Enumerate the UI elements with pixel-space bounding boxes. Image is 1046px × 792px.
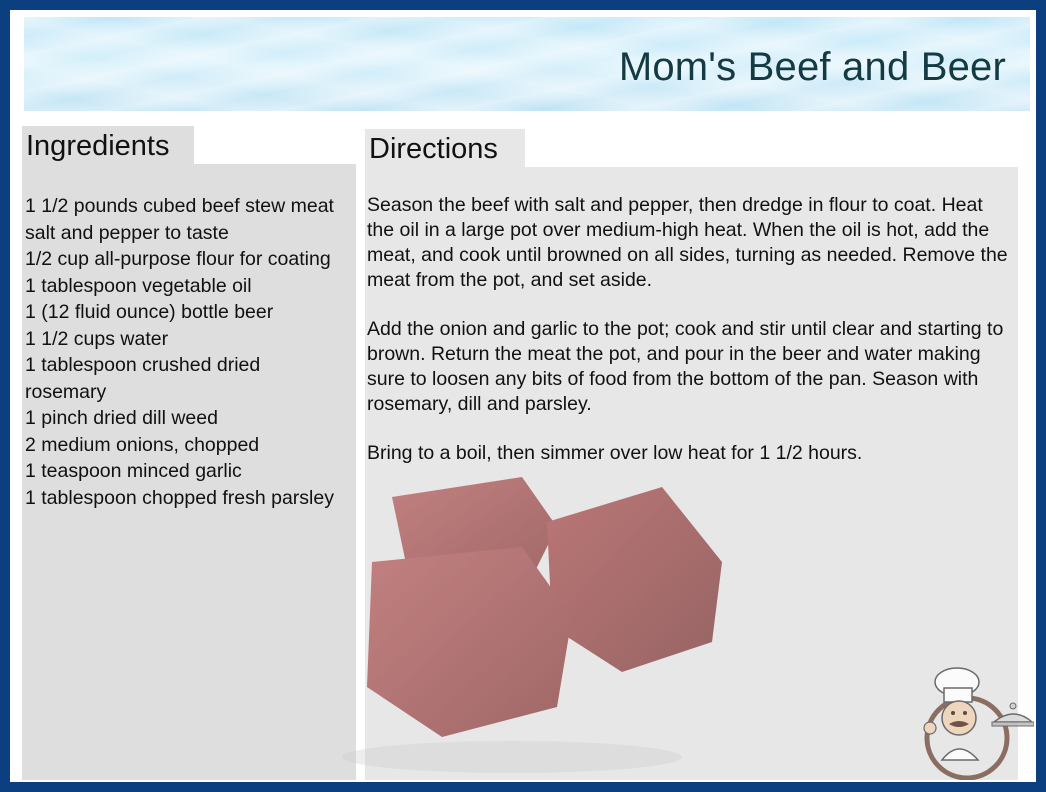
ingredient-item: 1/2 cup all-purpose flour for coating [25,248,331,270]
ingredients-list [25,193,345,511]
ingredient-item: 1 tablespoon crushed dried rosemary [25,354,261,403]
ingredient-item: 1 teaspoon minced garlic [25,460,242,482]
direction-paragraph: Add the onion and garlic to the pot; cook and stir until clear and starting to brown. Return the meat the pot, and pour in the beer and water making sure to loosen any bits of food from the bottom of the pan. Season with rosemary, dill and parsley. [367,318,1004,415]
recipe-page [10,10,1036,782]
directions-heading: Directions [365,129,525,169]
title-banner [24,17,1030,111]
chef-icon [912,660,1034,780]
ingredients-heading: Ingredients [22,126,194,166]
ingredient-item: 1 tablespoon vegetable oil [25,274,252,297]
ingredient-item: 2 medium onions, chopped [25,433,260,456]
ingredient-item: 1 (12 fluid ounce) bottle beer [25,301,274,323]
ingredient-item: 1 pinch dried dill weed [25,407,218,429]
ingredient-item: 1 1/2 cups water [25,327,169,350]
direction-paragraph: Season the beef with salt and pepper, then dredge in flour to coat. Heat the oil in a large pot over medium-high heat. When the oil is hot, add the meat, and cook until browned on all sides, turning as needed. Remove the meat from the pot, and set aside. [367,194,1008,291]
beef-cubes-image [332,467,752,782]
ingredient-item: 1 1/2 pounds cubed beef stew meat [25,195,334,217]
ingredient-item: 1 tablespoon chopped fresh parsley [25,486,334,509]
directions-text [367,193,1015,490]
page-title: Mom's Beef and Beer [618,45,1006,89]
ingredient-item: salt and pepper to taste [25,221,229,244]
direction-paragraph: Bring to a boil, then simmer over low heat for 1 1/2 hours. [367,442,863,464]
